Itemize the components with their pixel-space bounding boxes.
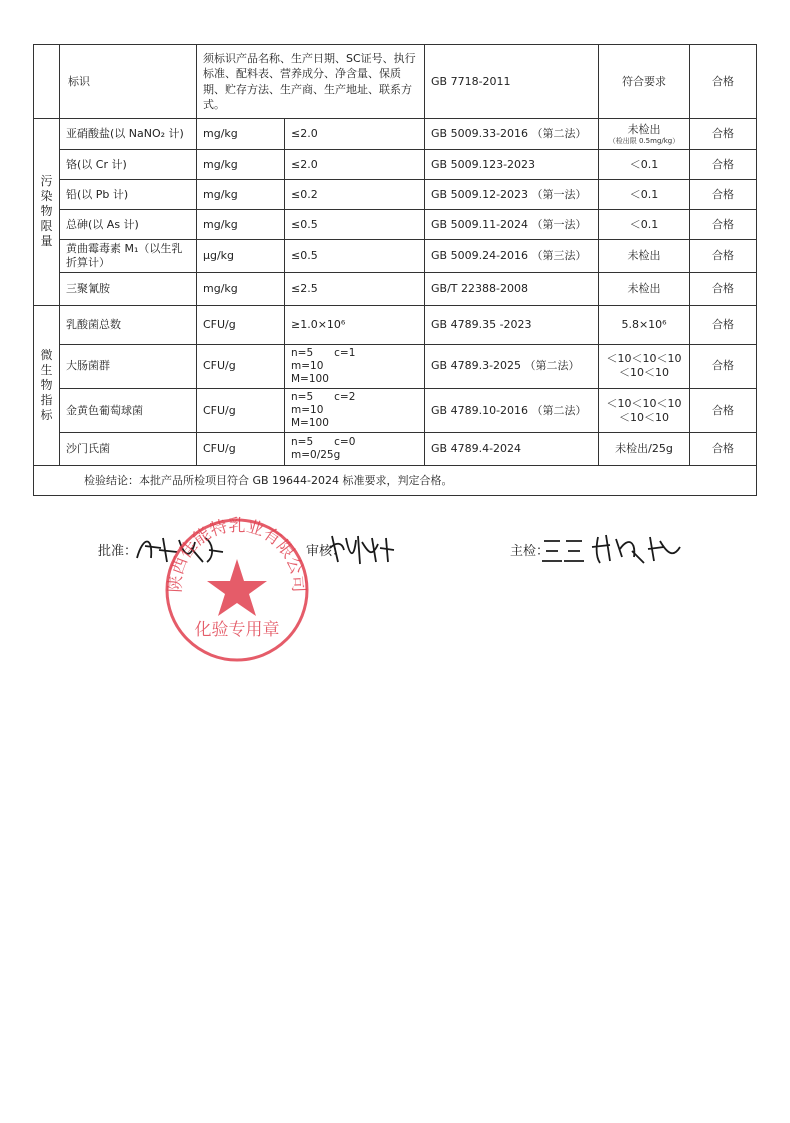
inspection-table — [33, 44, 757, 496]
result: 符合要求 — [599, 45, 690, 119]
chief-signature — [540, 527, 685, 567]
method: GB 5009.12-2023 （第一法） — [425, 180, 599, 210]
item-name: 铅(以 Pb 计) — [60, 180, 197, 210]
result: 未检出 （检出限 0.5mg/kg） — [599, 119, 690, 150]
result: 未检出 — [599, 272, 690, 305]
method: GB 4789.10-2016 （第二法） — [425, 388, 599, 432]
unit: mg/kg — [197, 272, 285, 305]
item-name: 沙门氏菌 — [60, 433, 197, 466]
item-name: 铬(以 Cr 计) — [60, 150, 197, 180]
row-coliform — [34, 344, 757, 388]
method: GB/T 22388-2008 — [425, 272, 599, 305]
unit: CFU/g — [197, 305, 285, 344]
row-chromium — [34, 150, 757, 180]
verdict: 合格 — [690, 344, 757, 388]
row-lead — [34, 180, 757, 210]
conclusion-text: 检验结论：本批产品所检项目符合 GB 19644-2024 标准要求，判定合格。 — [34, 466, 757, 496]
verdict: 合格 — [690, 119, 757, 150]
category-pollutant: 污 染 物 限 量 — [34, 119, 60, 306]
row-nitrite — [34, 119, 757, 150]
result: ＜0.1 — [599, 180, 690, 210]
row-conclusion — [34, 466, 757, 496]
category-micro: 微 生 物 指 标 — [34, 305, 60, 466]
unit: mg/kg — [197, 210, 285, 240]
limit: n=5 c=0 m=0/25g — [285, 433, 425, 466]
result: ＜0.1 — [599, 150, 690, 180]
verdict: 合格 — [690, 150, 757, 180]
method: GB 5009.11-2024 （第一法） — [425, 210, 599, 240]
row-salmonella — [34, 433, 757, 466]
item-name: 标识 — [60, 45, 197, 119]
item-name: 亚硝酸盐(以 NaNO₂ 计) — [60, 119, 197, 150]
row-arsenic — [34, 210, 757, 240]
limit: ≥1.0×10⁶ — [285, 305, 425, 344]
verdict: 合格 — [690, 433, 757, 466]
method: GB 4789.4-2024 — [425, 433, 599, 466]
review-label: 审核： — [306, 544, 346, 559]
chief-label: 主检： — [510, 544, 550, 559]
row-melamine — [34, 272, 757, 305]
official-seal — [162, 515, 312, 665]
limit: ≤0.5 — [285, 210, 425, 240]
result: 未检出 — [599, 240, 690, 273]
result: ＜10＜10＜10 ＜10＜10 — [599, 388, 690, 432]
limit: ≤0.5 — [285, 240, 425, 273]
item-name: 金黄色葡萄球菌 — [60, 388, 197, 432]
verdict: 合格 — [690, 210, 757, 240]
item-name: 大肠菌群 — [60, 344, 197, 388]
reviewer-signature — [328, 528, 398, 568]
row-label — [34, 45, 757, 119]
item-name: 黄曲霉毒素 M₁（以生乳折算计） — [60, 240, 197, 273]
unit: CFU/g — [197, 388, 285, 432]
verdict: 合格 — [690, 305, 757, 344]
unit: mg/kg — [197, 150, 285, 180]
unit: mg/kg — [197, 119, 285, 150]
verdict: 合格 — [690, 45, 757, 119]
limit: ≤0.2 — [285, 180, 425, 210]
limit: n=5 c=2 m=10 M=100 — [285, 388, 425, 432]
method: GB 7718-2011 — [425, 45, 599, 119]
limit: ≤2.5 — [285, 272, 425, 305]
method: GB 5009.33-2016 （第二法） — [425, 119, 599, 150]
unit: CFU/g — [197, 433, 285, 466]
label-requirement: 须标识产品名称、生产日期、SC证号、执行标准、配料表、营养成分、净含量、保质期、贮存方法、生产商、生产地址、联系方式。 — [197, 45, 425, 119]
verdict: 合格 — [690, 388, 757, 432]
seal-org-text: 陕西佳能特乳业有限公司 — [165, 515, 309, 593]
method: GB 5009.24-2016 （第三法） — [425, 240, 599, 273]
result: 5.8×10⁶ — [599, 305, 690, 344]
verdict: 合格 — [690, 272, 757, 305]
unit: μg/kg — [197, 240, 285, 273]
seal-dept-text: 化验专用章 — [194, 620, 280, 640]
result: 未检出/25g — [599, 433, 690, 466]
verdict: 合格 — [690, 240, 757, 273]
item-name: 三聚氰胺 — [60, 272, 197, 305]
verdict: 合格 — [690, 180, 757, 210]
limit: n=5 c=1 m=10 M=100 — [285, 344, 425, 388]
result: ＜10＜10＜10 ＜10＜10 — [599, 344, 690, 388]
method: GB 4789.35 -2023 — [425, 305, 599, 344]
unit: mg/kg — [197, 180, 285, 210]
row-aflatoxin — [34, 240, 757, 273]
item-name: 乳酸菌总数 — [60, 305, 197, 344]
limit: ≤2.0 — [285, 119, 425, 150]
row-staph — [34, 388, 757, 432]
result: ＜0.1 — [599, 210, 690, 240]
method: GB 4789.3-2025 （第二法） — [425, 344, 599, 388]
approve-label: 批准： — [98, 544, 138, 559]
item-name: 总砷(以 As 计) — [60, 210, 197, 240]
unit: CFU/g — [197, 344, 285, 388]
method: GB 5009.123-2023 — [425, 150, 599, 180]
row-lactic — [34, 305, 757, 344]
limit: ≤2.0 — [285, 150, 425, 180]
